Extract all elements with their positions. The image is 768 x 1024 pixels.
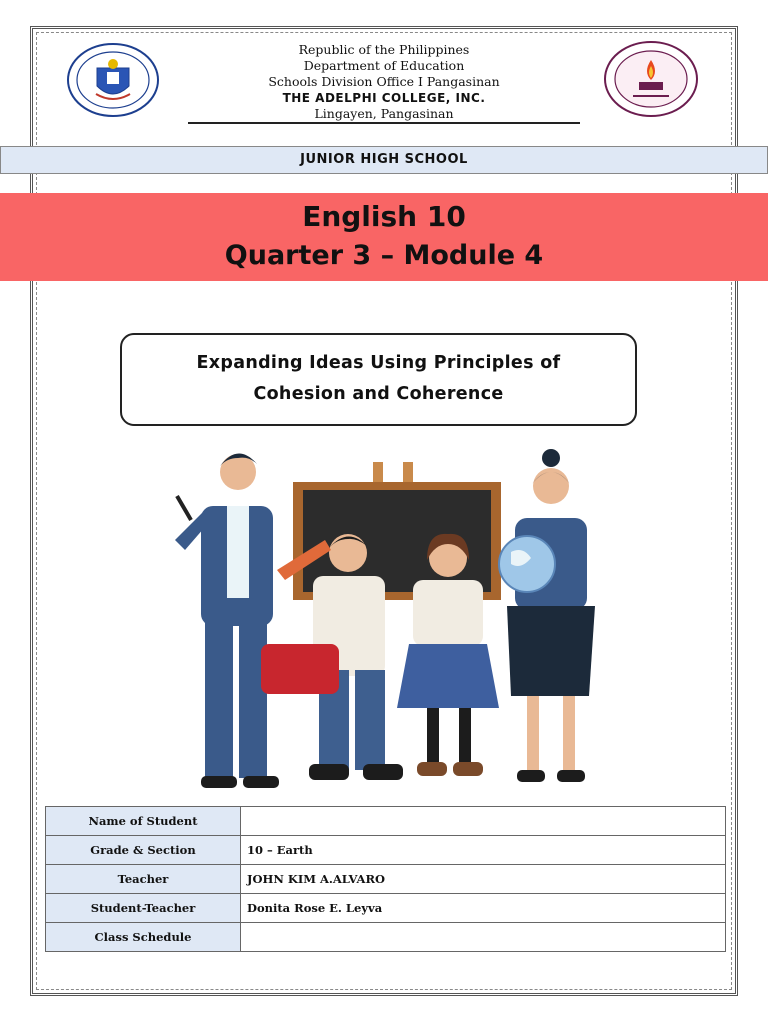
deped-seal-icon bbox=[66, 42, 160, 118]
table-row bbox=[46, 894, 726, 923]
header-line-department: Department of Education bbox=[303, 58, 465, 73]
female-teacher-figure bbox=[499, 449, 595, 782]
banner-subject: English 10 bbox=[302, 200, 466, 233]
classroom-illustration bbox=[165, 440, 605, 800]
module-title-line1: Expanding Ideas Using Principles of bbox=[196, 353, 561, 373]
table-row bbox=[46, 923, 726, 952]
info-label-teacher: Teacher bbox=[46, 865, 241, 894]
info-value-name[interactable] bbox=[241, 807, 726, 836]
header-line-republic: Republic of the Philippines bbox=[298, 42, 470, 57]
level-bar: JUNIOR HIGH SCHOOL bbox=[0, 146, 768, 174]
info-label-student-teacher: Student-Teacher bbox=[46, 894, 241, 923]
header-college-name: THE ADELPHI COLLEGE, INC. bbox=[282, 91, 486, 105]
header-line-division: Schools Division Office I Pangasinan bbox=[268, 74, 500, 89]
table-row bbox=[46, 836, 726, 865]
info-label-grade: Grade & Section bbox=[46, 836, 241, 865]
globe-icon bbox=[499, 536, 555, 592]
info-value-grade[interactable]: 10 – Earth bbox=[241, 836, 726, 865]
header-divider bbox=[188, 122, 580, 124]
info-value-teacher[interactable]: JOHN KIM A.ALVARO bbox=[241, 865, 726, 894]
banner-quarter-module: Quarter 3 – Module 4 bbox=[224, 240, 544, 271]
header-location: Lingayen, Pangasinan bbox=[314, 106, 454, 121]
subject-banner bbox=[0, 193, 768, 281]
info-value-student-teacher[interactable]: Donita Rose E. Leyva bbox=[241, 894, 726, 923]
table-row bbox=[46, 865, 726, 894]
school-header bbox=[180, 42, 588, 122]
info-label-name: Name of Student bbox=[46, 807, 241, 836]
male-teacher-figure bbox=[175, 453, 279, 788]
student-info-table bbox=[45, 806, 726, 952]
info-label-schedule: Class Schedule bbox=[46, 923, 241, 952]
info-value-schedule[interactable] bbox=[241, 923, 726, 952]
module-title-line2: Cohesion and Coherence bbox=[253, 384, 504, 404]
adelphi-seal-icon bbox=[603, 40, 699, 118]
module-title-box bbox=[120, 333, 637, 426]
table-row bbox=[46, 807, 726, 836]
